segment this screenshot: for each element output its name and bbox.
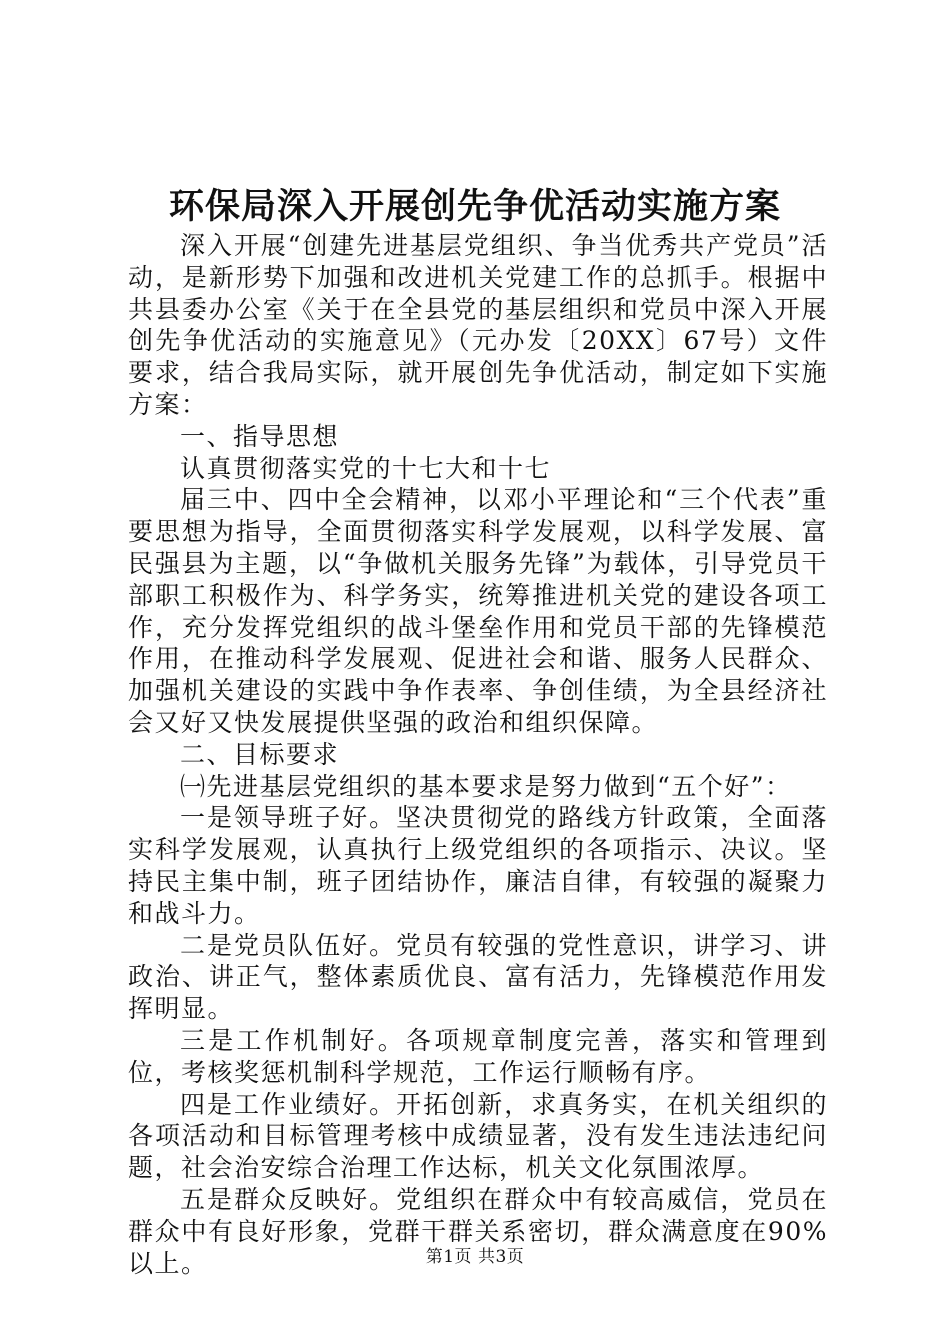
document-body [128,230,828,1279]
document-title: 环保局深入开展创先争优活动实施方案 [168,186,781,227]
paragraph: 认真贯彻落实党的十七大和十七 [180,453,552,483]
section-heading-guiding-ideology: 一、指导思想 [180,421,340,451]
page-footer: 第1页 共3页 [425,1247,525,1267]
list-item-paragraph: 一是领导班子好。坚决贯彻党的路线方针政策，全面落实科学发展观，认真执行上级党组织的各项指示、决议。坚持民主集中制，班子团结协作，廉洁自律，有较强的凝聚力和战斗力。 [128,803,828,928]
intro-paragraph: 深入开展“创建先进基层党组织、争当优秀共产党员”活动，是新形势下加强和改进机关党建工作的总抓手。根据中共县委办公室《关于在全县党的基层组织和党员中深入开展创先争优活动的实施意见》（元办发〔20XX〕67号）文件要求，结合我局实际，就开展创先争优活动，制定如下实施方案： [128,231,828,419]
list-item-paragraph: 二是党员队伍好。党员有较强的党性意识，讲学习、讲政治、讲正气，整体素质优良、富有活力，先锋模范作用发挥明显。 [128,930,828,1024]
list-item-paragraph: 四是工作业绩好。开拓创新，求真务实，在机关组织的各项活动和目标管理考核中成绩显著，没有发生违法违纪问题，社会治安综合治理工作达标，机关文化氛围浓厚。 [128,1089,828,1183]
subsection-heading: ㈠先进基层党组织的基本要求是努力做到“五个好”： [180,771,792,801]
paragraph: 届三中、四中全会精神，以邓小平理论和“三个代表”重要思想为指导，全面贯彻落实科学发展观，以科学发展、富民强县为主题，以“争做机关服务先锋”为载体，引导党员干部职工积极作为、科学务实，统筹推进机关党的建设各项工作，充分发挥党组织的战斗堡垒作用和党员干部的先锋模范作用，在推动科学发展观、促进社会和谐、服务人民群众、加强机关建设的实践中争作表率、争创佳绩，为全县经济社会又好又快发展提供坚强的政治和组织保障。 [128,485,828,737]
section-heading-goals: 二、目标要求 [180,739,340,769]
list-item-paragraph: 五是群众反映好。党组织在群众中有较高威信，党员在群众中有良好形象，党群干群关系密切，群众满意度在90%以上。 [128,1184,828,1278]
list-item-paragraph: 三是工作机制好。各项规章制度完善，落实和管理到位，考核奖惩机制科学规范，工作运行顺畅有序。 [128,1025,828,1087]
